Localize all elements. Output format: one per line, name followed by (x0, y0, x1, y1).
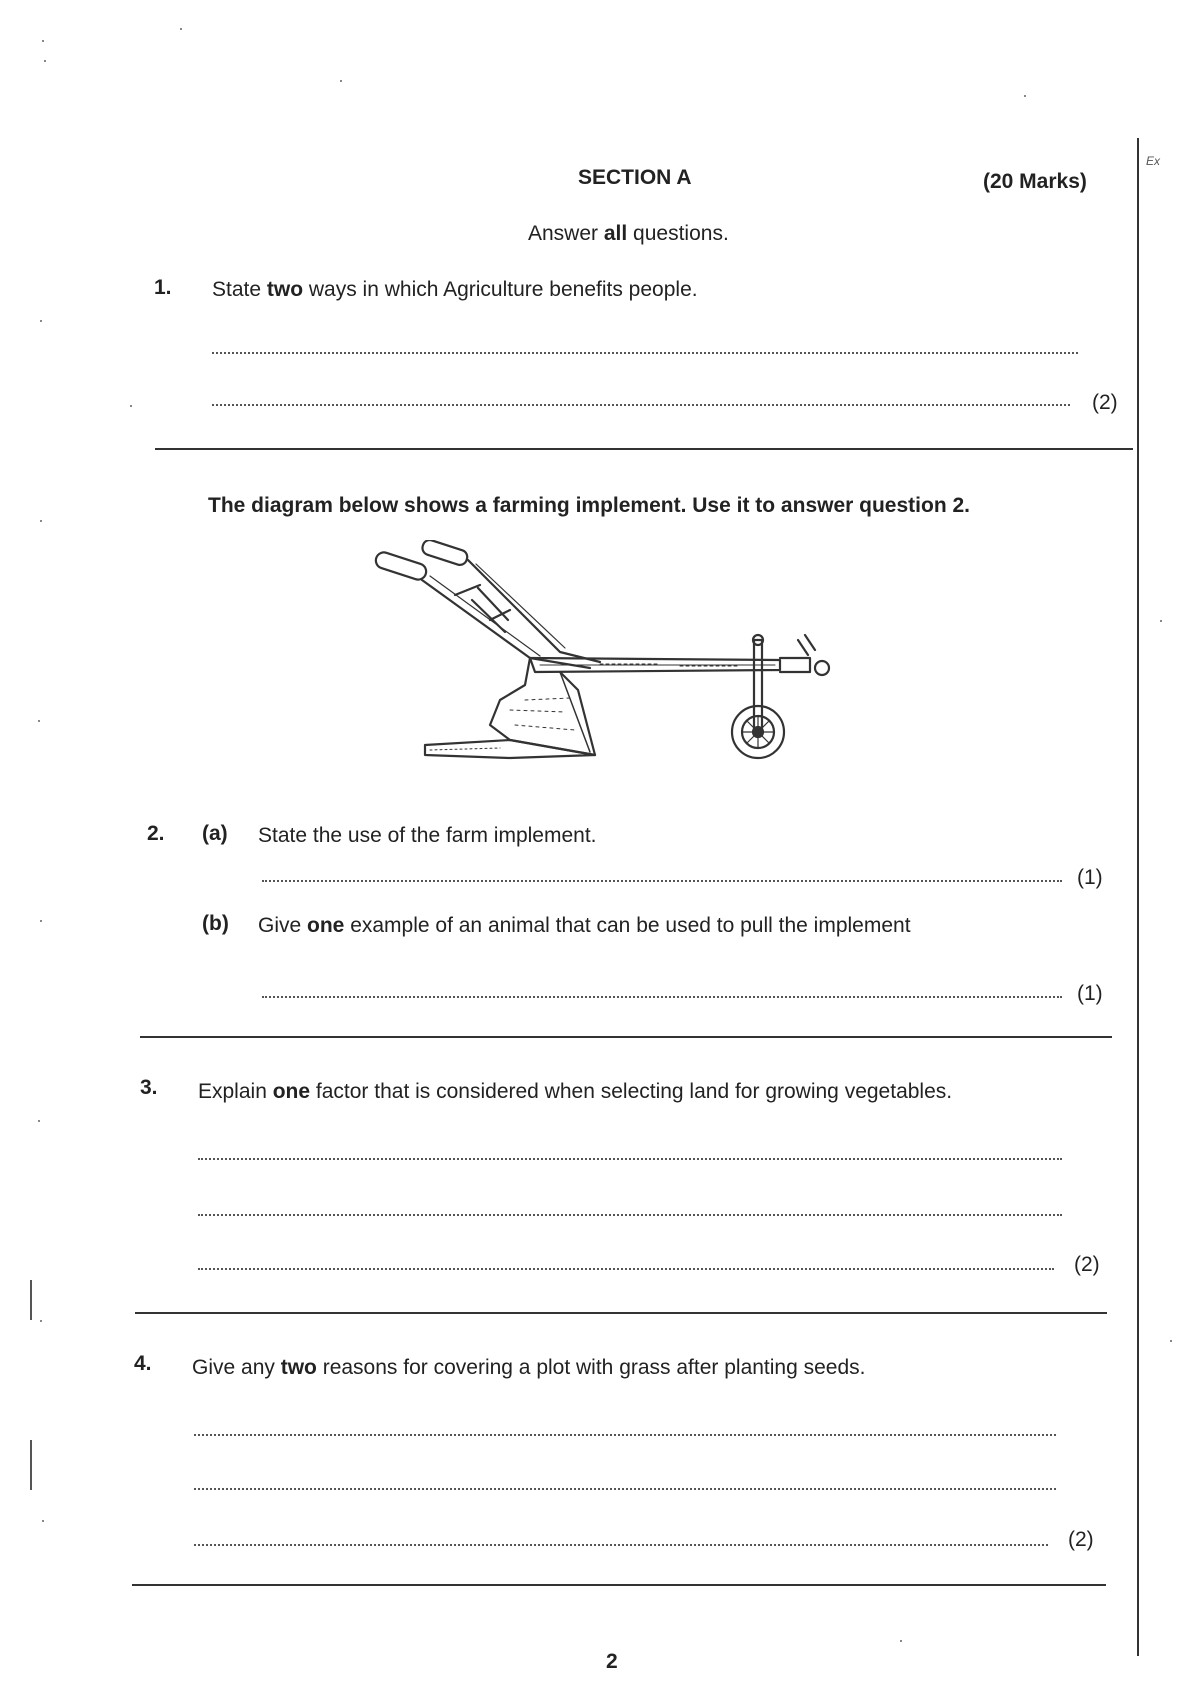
answer-line[interactable] (262, 880, 1062, 882)
divider (140, 1036, 1112, 1038)
question-2a-text: State the use of the farm implement. (258, 824, 597, 847)
divider (132, 1584, 1106, 1586)
answer-line[interactable] (198, 1214, 1062, 1216)
page-number: 2 (606, 1650, 618, 1673)
divider (135, 1312, 1107, 1314)
question-2a-marks: (1) (1077, 866, 1103, 889)
question-4-text: Give any two reasons for covering a plot with grass after planting seeds. (192, 1356, 866, 1379)
part-label-b: (b) (202, 912, 229, 935)
answer-line[interactable] (194, 1434, 1056, 1436)
scan-edge-mark (30, 1440, 32, 1490)
question-2b-text: Give one example of an animal that can be used to pull the implement (258, 914, 911, 937)
plough-illustration (360, 540, 880, 775)
part-label-a: (a) (202, 822, 228, 845)
question-3-text: Explain one factor that is considered when selecting land for growing vegetables. (198, 1080, 953, 1103)
margin-label: Ex (1146, 154, 1161, 168)
question-3-marks: (2) (1074, 1253, 1100, 1276)
diagram-caption: The diagram below shows a farming implement. Use it to answer question 2. (208, 494, 970, 517)
answer-line[interactable] (194, 1488, 1056, 1490)
question-number-4: 4. (134, 1352, 152, 1375)
question-4-marks: (2) (1068, 1528, 1094, 1551)
answer-line[interactable] (194, 1544, 1048, 1546)
handle-grip (421, 540, 469, 567)
question-number-3: 3. (140, 1076, 158, 1099)
section-title: SECTION A (578, 166, 692, 189)
answer-line[interactable] (212, 404, 1070, 406)
answer-line[interactable] (262, 996, 1062, 998)
question-number-1: 1. (154, 276, 172, 299)
scan-edge-mark (30, 1280, 32, 1320)
answer-line[interactable] (198, 1268, 1054, 1270)
answer-line[interactable] (198, 1158, 1062, 1160)
handle-grip (374, 550, 428, 581)
margin-line (1137, 138, 1139, 1656)
question-2b-marks: (1) (1077, 982, 1103, 1005)
divider (155, 448, 1133, 450)
handle-bar (422, 580, 590, 668)
question-1-text: State two ways in which Agriculture benefits people. (212, 278, 698, 301)
question-number-2: 2. (147, 822, 165, 845)
instruction: Answer all questions. (528, 222, 729, 245)
question-1-marks: (2) (1092, 391, 1118, 414)
answer-line[interactable] (212, 352, 1078, 354)
section-marks: (20 Marks) (983, 170, 1087, 193)
